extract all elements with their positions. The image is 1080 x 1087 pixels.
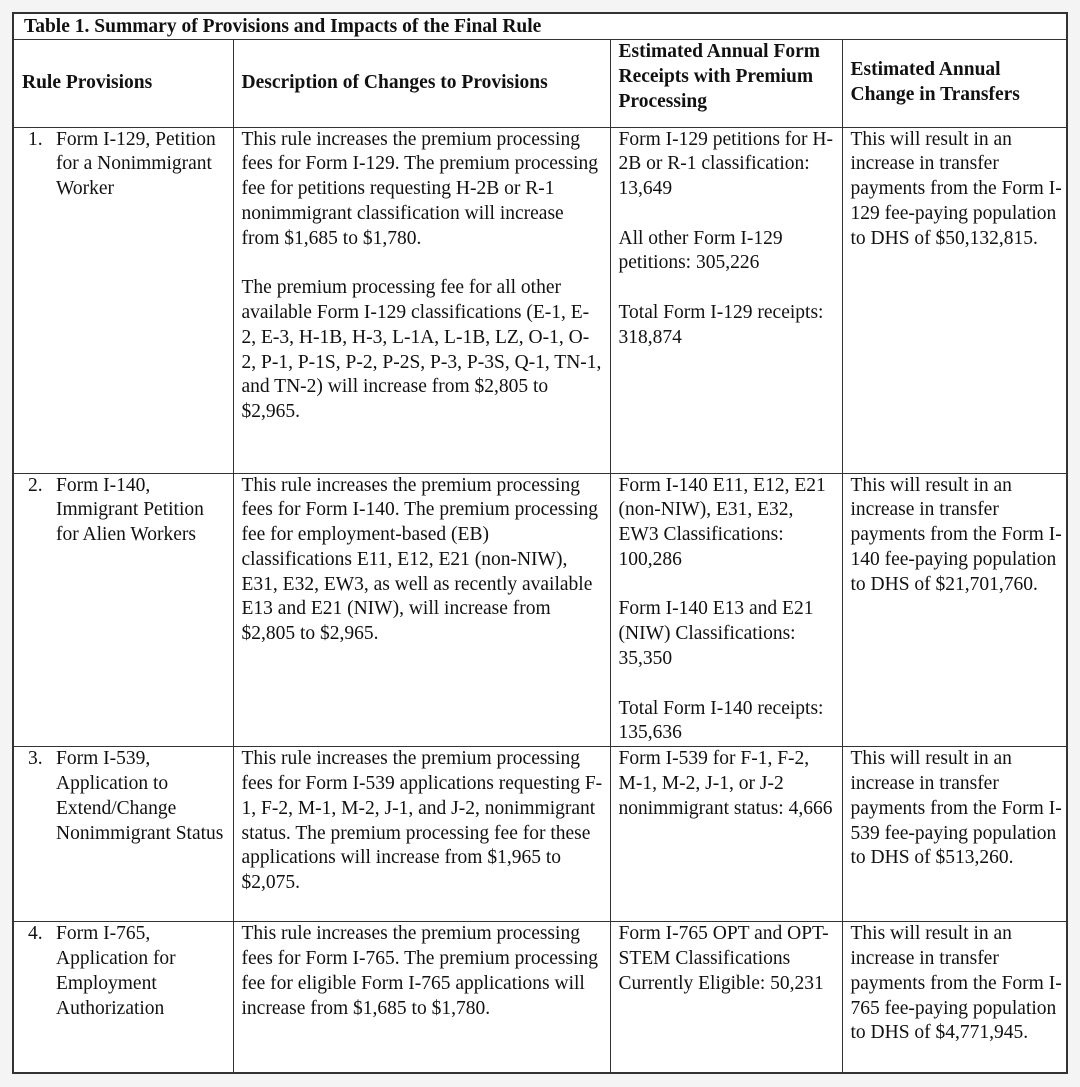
description-paragraph: This rule increases the premium processing fees for Form I-539 applications requesting F-1, F-2, M-1, M-2, J-1, and J-2, nonimmigrant status. The premium processing fee for these applications will increase from $1,965 to $2,075.	[241, 748, 603, 894]
transfers-cell: This will result in an increase in transfer payments from the Form I-129 fee-paying population to DHS of $50,132,815.	[842, 127, 1068, 473]
row-number: 1.	[28, 128, 43, 150]
header-transfers: Estimated Annual Change in Transfers	[842, 40, 1068, 127]
header-description: Description of Changes to Provisions	[233, 40, 610, 127]
row-number: 4.	[28, 923, 43, 945]
transfers-cell: This will result in an increase in transfer payments from the Form I-140 fee-paying population to DHS of $21,701,760.	[842, 473, 1068, 747]
summary-table-container	[12, 12, 1068, 1074]
header-receipts: Estimated Annual Form Receipts with Premium Processing	[610, 40, 842, 127]
receipts-cell	[610, 127, 842, 473]
description-paragraph: This rule increases the premium processing fees for Form I-129. The premium processing fee for petitions requesting H-2B or R-1 nonimmigrant classification will increase from $1,685 to $1,780.	[241, 128, 599, 249]
table-title: Table 1. Summary of Provisions and Impacts of the Final Rule	[14, 14, 1066, 40]
receipts-paragraph: Form I-539 for F-1, F-2, M-1, M-2, J-1, or J-2 nonimmigrant status: 4,666	[618, 748, 833, 819]
table-row	[14, 473, 1068, 747]
table-row	[14, 922, 1068, 1072]
transfers-cell: This will result in an increase in transfer payments from the Form I-765 fee-paying population to DHS of $4,771,945.	[842, 922, 1068, 1072]
summary-table	[14, 40, 1068, 1072]
header-row	[14, 40, 1068, 127]
provision-cell	[14, 922, 233, 1072]
row-number: 3.	[28, 748, 43, 770]
table-row	[14, 747, 1068, 922]
provision-cell	[14, 747, 233, 922]
provision-name: Form I-765, Application for Employment Authorization	[56, 923, 176, 1019]
receipts-paragraph: Total Form I-140 receipts: 135,636	[618, 697, 824, 744]
receipts-paragraph: Total Form I-129 receipts: 318,874	[618, 302, 824, 348]
receipts-cell	[610, 747, 842, 922]
description-paragraph: This rule increases the premium processing fees for Form I-140. The premium processing fee for employment-based (EB) classifications E11, E12, E21 (non-NIW), E31, E32, EW3, as well as recently available E13 and E21 (NIW), will increase from $2,805 to $2,965.	[241, 474, 599, 645]
receipts-cell	[610, 473, 842, 747]
provision-cell	[14, 473, 233, 747]
receipts-paragraph: Form I-129 petitions for H-2B or R-1 classification: 13,649	[618, 128, 833, 200]
receipts-cell	[610, 922, 842, 1072]
description-paragraph: This rule increases the premium processing fees for Form I-765. The premium processing fee for eligible Form I-765 applications will increase from $1,685 to $1,780.	[241, 923, 599, 1019]
provision-cell	[14, 127, 233, 473]
description-cell	[233, 922, 610, 1072]
header-rule-provisions: Rule Provisions	[14, 40, 233, 127]
description-cell	[233, 473, 610, 747]
provision-name: Form I-539, Application to Extend/Change Nonimmigrant Status	[56, 748, 224, 844]
receipts-paragraph: Form I-140 E13 and E21 (NIW) Classifications: 35,350	[618, 598, 814, 670]
description-cell	[233, 747, 610, 922]
receipts-paragraph: Form I-765 OPT and OPT-STEM Classifications Currently Eligible: 50,231	[618, 923, 829, 994]
description-cell	[233, 127, 610, 473]
row-number: 2.	[28, 474, 43, 496]
provision-name: Form I-140, Immigrant Petition for Alien Workers	[56, 474, 204, 546]
transfers-cell: This will result in an increase in transfer payments from the Form I-539 fee-paying population to DHS of $513,260.	[842, 747, 1068, 922]
receipts-paragraph: Form I-140 E11, E12, E21 (non-NIW), E31, E32, EW3 Classifications: 100,286	[618, 474, 826, 570]
description-paragraph: The premium processing fee for all other available Form I-129 classifications (E-1, E-2, E-3, H-1B, H-3, L-1A, L-1B, LZ, O-1, O-2, P-1, P-1S, P-2, P-2S, P-3, P-3S, Q-1, TN-1, and TN-2) will increase from $2,805 to $2,965.	[241, 277, 602, 423]
provision-name: Form I-129, Petition for a Nonimmigrant Worker	[56, 128, 216, 200]
table-row	[14, 127, 1068, 473]
receipts-paragraph: All other Form I-129 petitions: 305,226	[618, 227, 783, 274]
